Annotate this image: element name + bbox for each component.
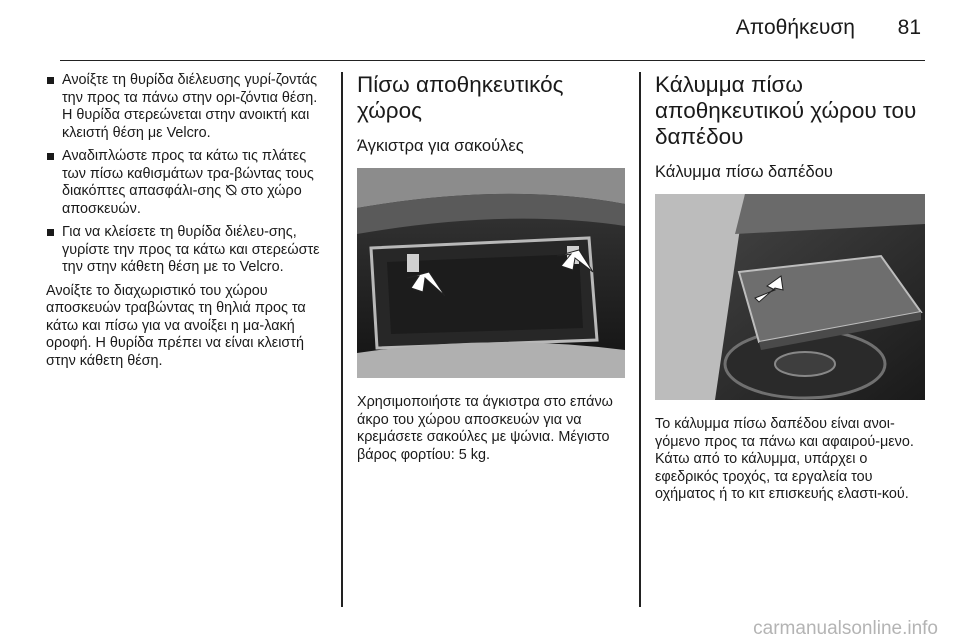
floor-cover-photo — [655, 194, 925, 400]
section-heading: Πίσω αποθηκευτικός χώρος — [357, 72, 564, 123]
floor-cover-text: Το κάλυμμα πίσω δαπέδου είναι ανοι-γόμενο προς τα πάνω και αφαιρού-μενο. Κάτω από το κάλυμμα, υπάρχει ο εφεδρικός τροχός, τα εργαλεία του οχήματος ή το κιτ επισκευής ελαστι-κού. — [655, 416, 914, 502]
page-number: 81 — [897, 16, 921, 39]
column-divider — [341, 72, 343, 607]
column-left — [46, 72, 330, 370]
column-divider — [639, 72, 641, 607]
section-heading: Κάλυμμα πίσω αποθηκευτικού χώρου του δαπέδου — [655, 72, 917, 149]
subsection-heading: Άγκιστρα για σακούλες — [357, 137, 524, 155]
bag-hooks-photo — [357, 168, 625, 378]
page-header — [60, 0, 925, 61]
bag-hooks-text: Χρησιμοποιήστε τα άγκιστρα στο επάνω άκρο του χώρου αποσκευών για να κρεμάσετε σακούλες με ψώνια. Μέγιστο βάρος φορτίου: 5 kg. — [357, 394, 613, 463]
instruction-item: Για να κλείσετε τη θυρίδα διέλευ-σης, γυρίστε την προς τα κάτω και στερεώστε την στην κάθετη θέση με το Velcro. — [46, 224, 330, 277]
column-right — [655, 72, 925, 504]
column-middle — [357, 72, 625, 464]
subsection-heading: Κάλυμμα πίσω δαπέδου — [655, 163, 833, 181]
instruction-item: Αναδιπλώστε προς τα κάτω τις πλάτες των πίσω καθισμάτων τρα-βώντας τους διακόπτες απασφάλι-σης ⦰ στο χώρο αποσκευών. — [46, 148, 330, 218]
instruction-item: Ανοίξτε τη θυρίδα διέλευσης γυρί-ζοντάς την προς τα πάνω στην ορι-ζόντια θέση. Η θυρίδα στερεώνεται στην ανοικτή και κλειστή θέση με Velcro. — [46, 72, 330, 142]
watermark: carmanualsonline.info — [753, 618, 938, 639]
page-title: Αποθήκευση — [735, 16, 855, 39]
divider-paragraph: Ανοίξτε το διαχωριστικό του χώρου αποσκευών τραβώντας τη θηλιά προς τα κάτω και πίσω για να ανοίξει η μα-λακή οροφή. Η θυρίδα πρέπει να είναι κλειστή στην κάθετη θέση. — [46, 282, 306, 369]
instruction-list — [46, 72, 330, 277]
